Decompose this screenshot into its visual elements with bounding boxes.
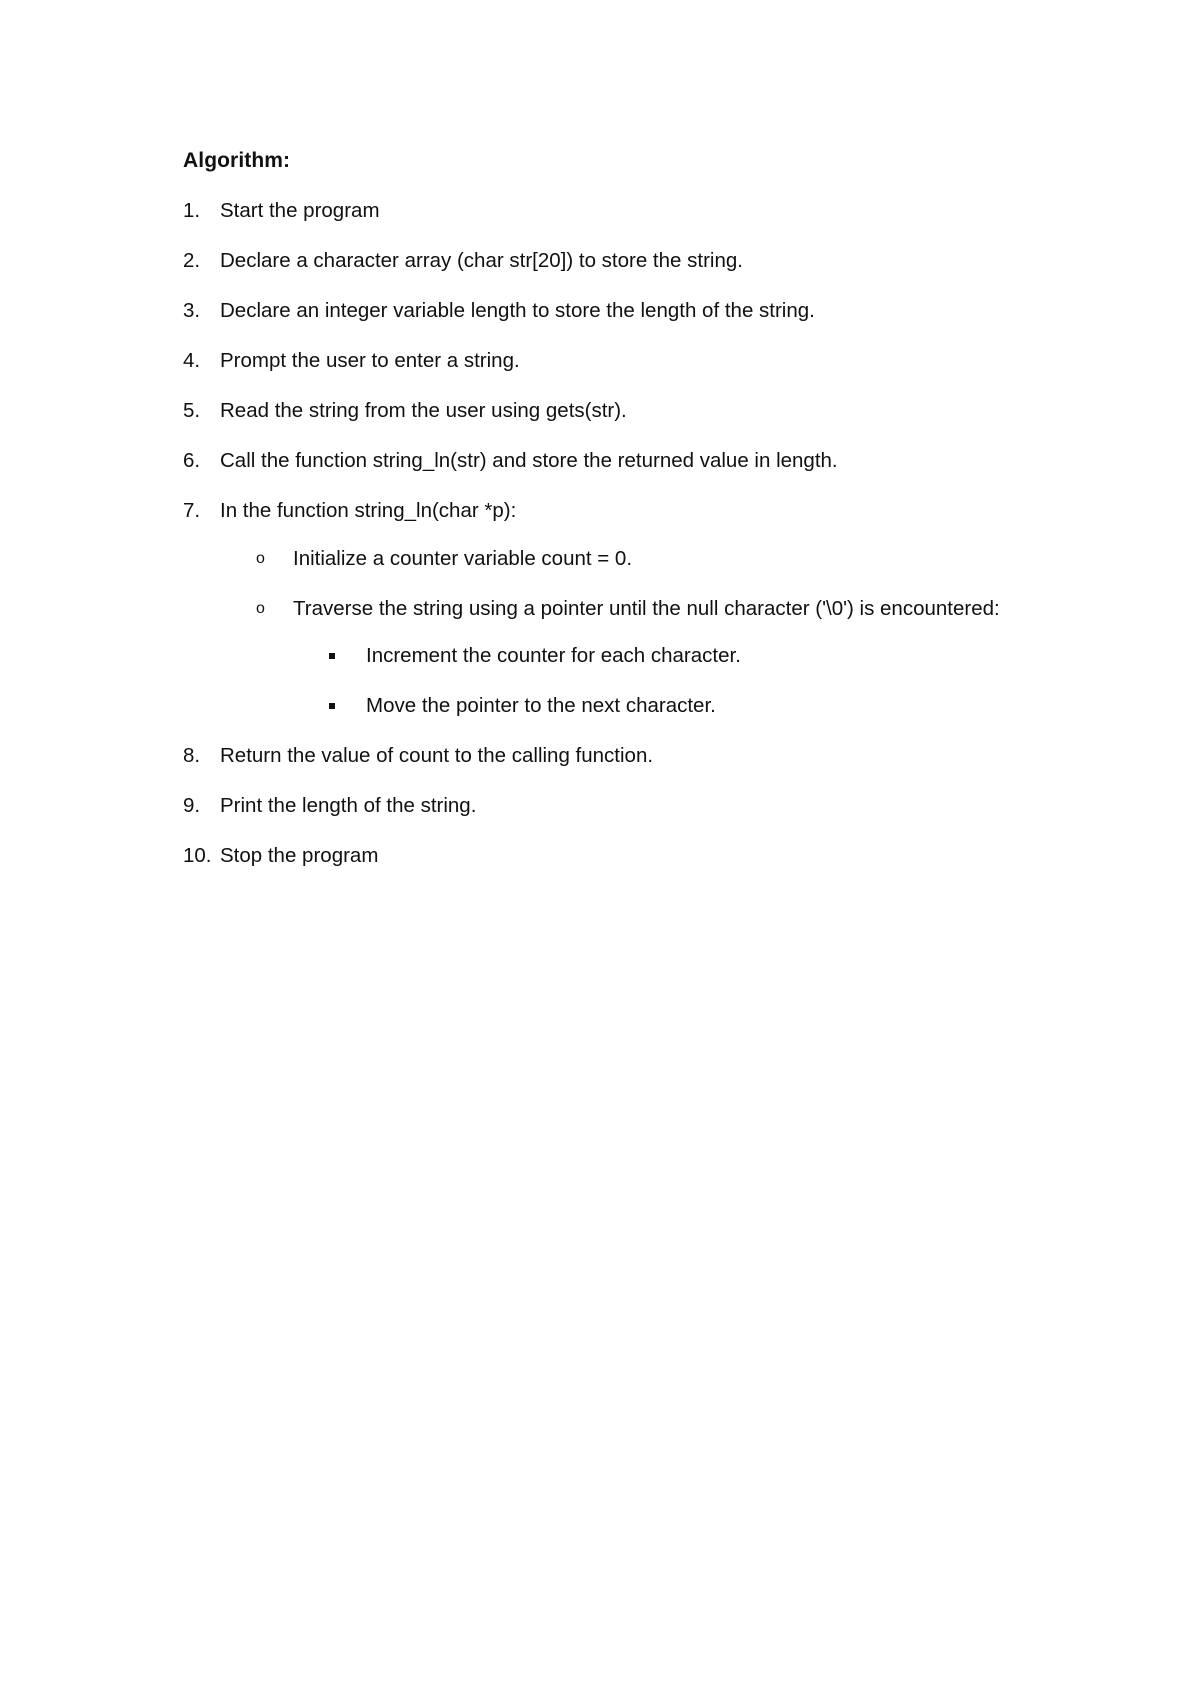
circle-bullet-icon: o: [256, 550, 265, 567]
step-1: [183, 196, 1003, 226]
algorithm-heading: Algorithm:: [183, 149, 291, 172]
step-7: [183, 496, 1003, 526]
circle-bullet-icon: o: [256, 600, 265, 617]
step-8: [183, 741, 1003, 771]
step-text: Return the value of count to the calling function.: [220, 744, 654, 767]
step-5: [183, 396, 1003, 426]
sub-sub-step-text: Increment the counter for each character.: [366, 644, 741, 667]
step-number: 5.: [183, 399, 201, 422]
step-number: 2.: [183, 249, 201, 272]
step-text: Call the function string_ln(str) and store the returned value in length.: [220, 449, 838, 472]
step-number: 10.: [183, 844, 212, 867]
square-bullet-icon: [329, 703, 335, 709]
step-7-sub-1: [183, 542, 1003, 576]
step-text: Start the program: [220, 199, 380, 222]
step-7-subsub-2: [183, 691, 1003, 721]
step-9: [183, 791, 1003, 821]
step-text: Declare an integer variable length to store the length of the string.: [220, 299, 815, 322]
step-number: 3.: [183, 299, 201, 322]
step-number: 1.: [183, 199, 201, 222]
step-4: [183, 346, 1003, 376]
step-text: Stop the program: [220, 844, 379, 867]
step-10: [183, 841, 1003, 871]
step-text: Declare a character array (char str[20]) to store the string.: [220, 249, 743, 272]
step-7-sub-2: [183, 593, 1003, 624]
sub-step-text: Initialize a counter variable count = 0.: [293, 547, 633, 570]
sub-step-text: Traverse the string using a pointer until the null character ('\0') is encountered:: [293, 597, 1000, 620]
step-text: Prompt the user to enter a string.: [220, 349, 520, 372]
step-text: Print the length of the string.: [220, 794, 477, 817]
step-number: 6.: [183, 449, 201, 472]
step-text: In the function string_ln(char *p):: [220, 499, 517, 522]
step-number: 9.: [183, 794, 201, 817]
step-text: Read the string from the user using gets(str).: [220, 399, 627, 422]
step-6: [183, 446, 1003, 476]
step-number: 4.: [183, 349, 201, 372]
sub-sub-step-text: Move the pointer to the next character.: [366, 694, 716, 717]
square-bullet-icon: [329, 653, 335, 659]
step-number: 8.: [183, 744, 201, 767]
step-number: 7.: [183, 499, 201, 522]
step-3: [183, 296, 1003, 326]
step-7-subsub-1: [183, 641, 1003, 671]
step-2: [183, 246, 1003, 276]
document-body: [183, 146, 1003, 891]
